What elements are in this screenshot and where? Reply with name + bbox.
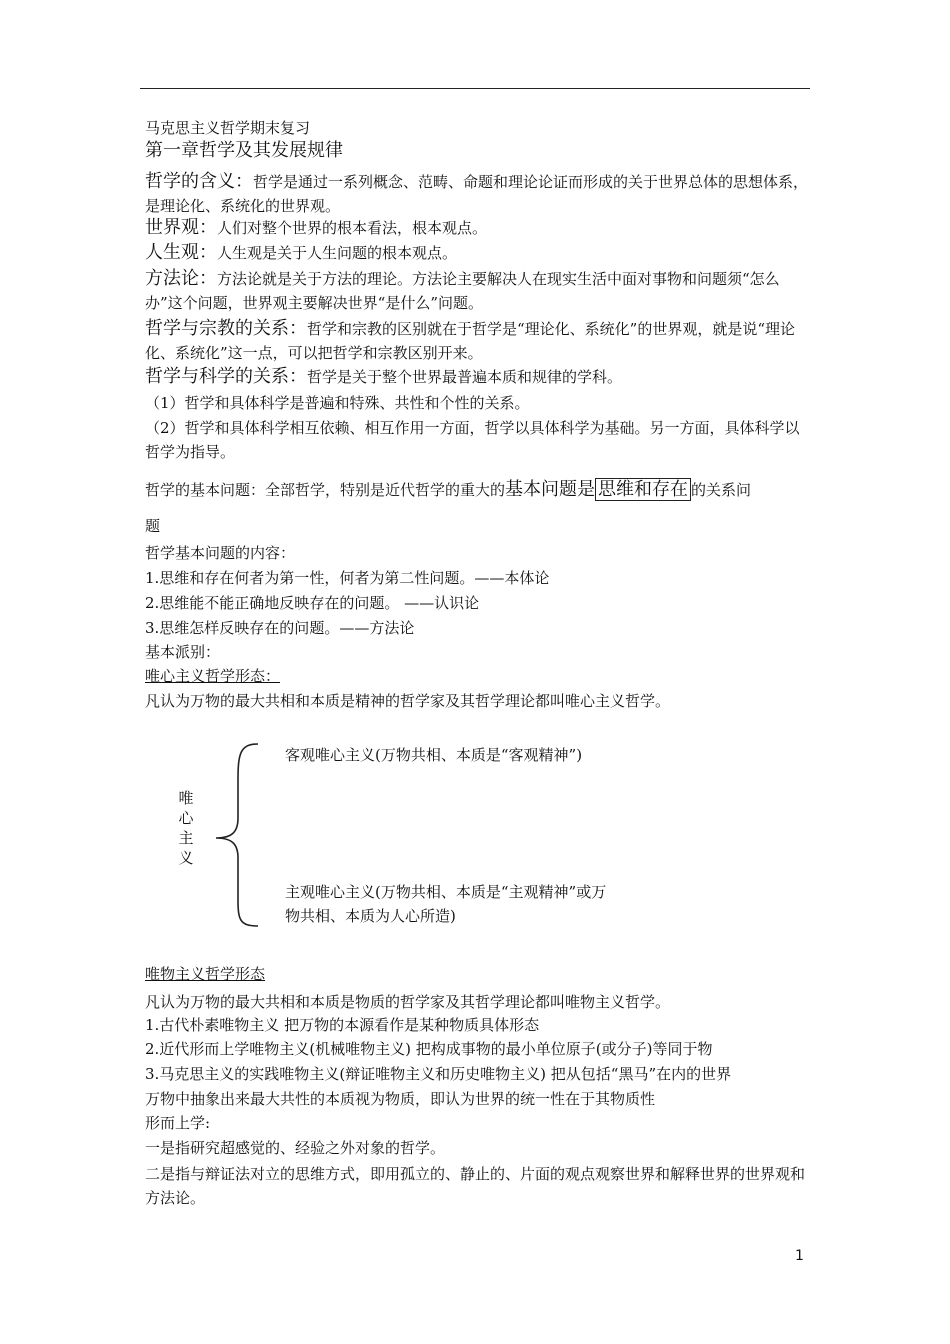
definition-philosophy (145, 170, 810, 218)
definition-science (145, 367, 622, 387)
idealism-diagram (160, 740, 680, 930)
basic-question-item: 2.思维能不能正确地反映存在的问题。 ——认识论 (145, 594, 480, 612)
materialism-item-3-line-2: 万物中抽象出来最大共性的本质视为物质，即认为世界的统一性在于其物质性 (145, 1090, 656, 1108)
definition-worldview (145, 218, 487, 238)
science-item-1: （1）哲学和具体科学是普遍和特殊、共性和个性的关系。 (145, 394, 530, 412)
materialism-definition: 凡认为万物的最大共相和本质是物质的哲学家及其哲学理论都叫唯物主义哲学。 (145, 993, 671, 1011)
subjective-idealism-line-1: 主观唯心主义(万物共相、本质是“主观精神”或万 (285, 883, 607, 901)
basic-question-text-d: 题 (145, 517, 161, 535)
text-religion: 哲学和宗教的区别就在于哲学是“理论化、系统化”的世界观，就是说“理论化、系统化”这一点，可以把哲学和宗教区别开来。 (145, 320, 796, 362)
term-philosophy: 哲学的含义： (145, 171, 253, 192)
basic-question-content-heading: 哲学基本问题的内容： (145, 544, 296, 562)
diagram-root-char: 心 (178, 809, 194, 827)
materialism-item-3-line-1: 3.马克思主义的实践唯物主义(辩证唯物主义和历史唯物主义) 把从包括“黑马”在内的世界 (145, 1065, 732, 1083)
objective-idealism: 客观唯心主义(万物共相、本质是“客观精神”) (285, 746, 583, 764)
diagram-root-label (176, 788, 196, 868)
basic-question-item: 3.思维怎样反映存在的问题。——方法论 (145, 619, 415, 637)
materialism-item-2: 2.近代形而上学唯物主义(机械唯物主义) 把构成事物的最小单位原子(或分子)等同于物 (145, 1040, 713, 1058)
basic-question-line (145, 478, 751, 502)
basic-question-text-b: 基本问题是 (505, 479, 596, 500)
term-religion: 哲学与宗教的关系： (145, 318, 307, 339)
metaphysics-heading: 形而上学: (145, 1114, 211, 1132)
basic-question-text-a: 哲学的基本问题：全部哲学，特别是近代哲学的重大的 (145, 481, 506, 499)
page-number: 1 (795, 1248, 804, 1264)
basic-question-boxed: 思维和存在 (595, 478, 691, 501)
term-lifeview: 人生观： (145, 242, 217, 263)
term-science: 哲学与科学的关系： (145, 366, 307, 387)
curly-brace-icon (210, 740, 270, 930)
diagram-root-char: 唯 (178, 789, 194, 807)
idealism-heading: 唯心主义哲学形态： (145, 667, 281, 685)
basic-schools-heading: 基本派别： (145, 643, 221, 661)
idealism-definition: 凡认为万物的最大共相和本质是精神的哲学家及其哲学理论都叫唯心主义哲学。 (145, 692, 671, 710)
text-philosophy: 哲学是通过一系列概念、范畴、命题和理论论证而形成的关于世界总体的思想体系，是理论化、系统化的世界观。 (145, 173, 809, 215)
definition-methodology (145, 267, 810, 315)
diagram-root-char: 义 (178, 849, 194, 867)
basic-question-text-c: 的关系问 (691, 481, 752, 499)
metaphysics-meaning-2: 二是指与辩证法对立的思维方式，即用孤立的、静止的、片面的观点观察世界和解释世界的世界观和方法论。 (145, 1165, 806, 1207)
science-item-2: （2）哲学和具体科学相互依赖、相互作用一方面，哲学以具体科学为基础。另一方面，具体科学以哲学为指导。 (145, 419, 800, 461)
text-science: 哲学是关于整个世界最普遍本质和规律的学科。 (307, 368, 623, 386)
term-worldview: 世界观： (145, 217, 217, 238)
basic-question-item: 1.思维和存在何者为第一性，何者为第二性问题。——本体论 (145, 569, 550, 587)
chapter-title: 第一章哲学及其发展规律 (145, 140, 343, 161)
materialism-heading: 唯物主义哲学形态 (145, 965, 266, 983)
header-rule (140, 88, 810, 89)
text-lifeview: 人生观是关于人生问题的根本观点。 (217, 244, 458, 262)
text-worldview: 人们对整个世界的根本看法，根本观点。 (217, 219, 488, 237)
diagram-root-char: 主 (178, 829, 194, 847)
metaphysics-meaning-1: 一是指研究超感觉的、经验之外对象的哲学。 (145, 1139, 446, 1157)
term-methodology: 方法论： (145, 268, 217, 289)
text-methodology: 方法论就是关于方法的理论。方法论主要解决人在现实生活中面对事物和问题须“怎么办”这个问题，世界观主要解决世界“是什么”问题。 (145, 270, 780, 312)
definition-religion (145, 317, 810, 365)
subjective-idealism-line-2: 物共相、本质为人心所造) (285, 907, 456, 925)
materialism-item-1: 1.古代朴素唯物主义 把万物的本源看作是某种物质具体形态 (145, 1016, 540, 1034)
doc-title: 马克思主义哲学期末复习 (145, 119, 311, 137)
definition-lifeview (145, 243, 457, 263)
